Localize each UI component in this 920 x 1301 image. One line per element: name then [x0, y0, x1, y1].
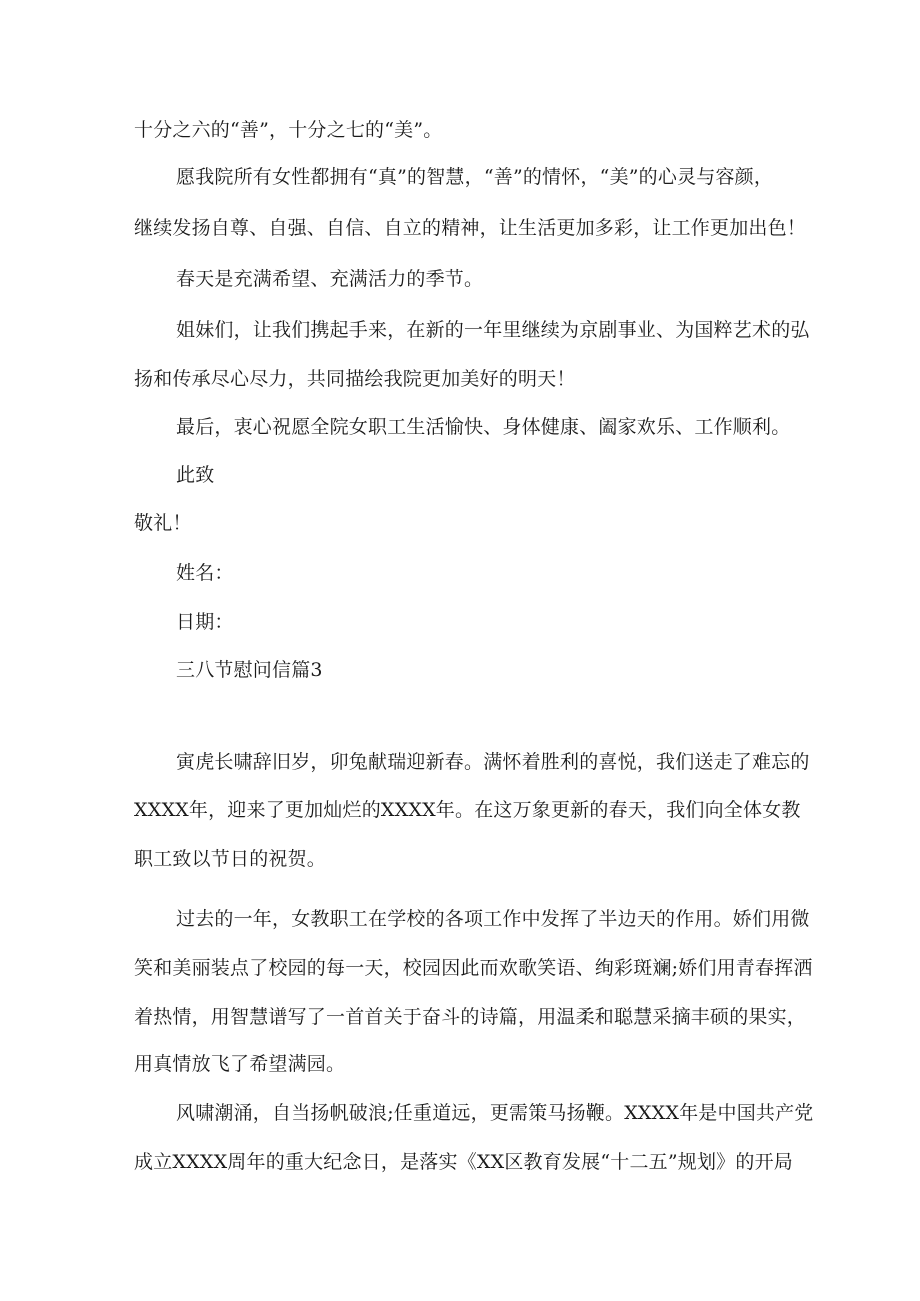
text-line: 春天是充满希望、充满活力的季节。 [176, 268, 484, 290]
closing-salutation: 此致 [176, 464, 215, 486]
text-line: 过去的一年，女教职工在学校的各项工作中发挥了半边天的作用。娇们用微 [176, 908, 810, 930]
text-line: 风啸潮涌，自当扬帆破浪;任重道远，更需策马扬鞭。XXXX年是中国共产党 [176, 1102, 814, 1124]
text-line: 着热情，用智慧谱写了一首首关于奋斗的诗篇，用温柔和聪慧采摘丰硕的果实， [134, 1006, 807, 1028]
date-label: 日期： [176, 611, 234, 633]
text-line: 成立XXXX周年的重大纪念日，是落实《XX区教育发展“十二五”规划》的开局 [134, 1151, 793, 1173]
name-label: 姓名： [176, 562, 234, 584]
section-title: 三八节慰问信篇3 [176, 659, 323, 681]
text-line: 寅虎长啸辞旧岁，卯兔献瑞迎新春。满怀着胜利的喜悦，我们送走了难忘的 [176, 751, 810, 773]
text-line: 姐妹们，让我们携起手来，在新的一年里继续为京剧事业、为国粹艺术的弘 [176, 319, 810, 341]
closing-regards: 敬礼！ [134, 512, 192, 534]
text-line: 扬和传承尽心尽力，共同描绘我院更加美好的明天！ [134, 368, 576, 390]
text-line: XXXX年，迎来了更加灿烂的XXXX年。在这万象更新的春天，我们向全体女教 [134, 799, 801, 821]
text-line: 继续发扬自尊、自强、自信、自立的精神，让生活更加多彩，让工作更加出色！ [134, 217, 807, 239]
text-line: 笑和美丽装点了校园的每一天，校园因此而欢歌笑语、绚彩斑斓;娇们用青春挥洒 [134, 957, 813, 979]
text-line: 最后，衷心祝愿全院女职工生活愉快、身体健康、阖家欢乐、工作顺利。 [176, 416, 791, 438]
text-line: 职工致以节日的祝贺。 [134, 848, 327, 870]
text-line: 十分之六的“善”，十分之七的“美”。 [134, 119, 443, 141]
text-line: 愿我院所有女性都拥有“真”的智慧，“善”的情怀，“美”的心灵与容颜， [176, 166, 774, 188]
text-line: 用真情放飞了希望满园。 [134, 1053, 346, 1075]
